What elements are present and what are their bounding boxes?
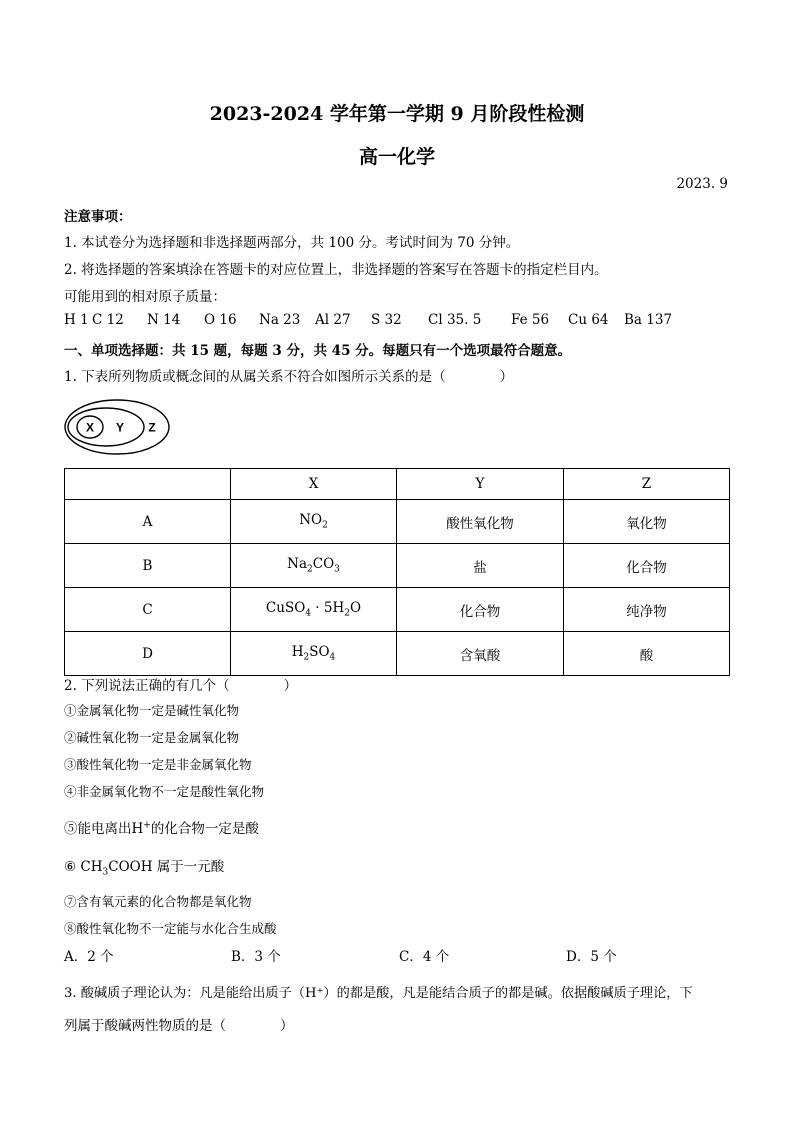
q2-statement-3: ③酸性氧化物一定是非金属氧化物 xyxy=(64,757,252,772)
atomic-mass-ba: Ba 137 xyxy=(624,312,673,328)
q3-stem-line-1: 3. 酸碱质子理论认为：凡是能给出质子（H⁺）的都是酸，凡是能结合质子的都是碱。依据酸碱质子理论，下 xyxy=(64,986,693,1001)
formula-cell: $H_2SO_4$ xyxy=(231,632,397,676)
q2-statement-4: ④非金属氧化物不一定是酸性氧化物 xyxy=(64,784,265,799)
z-cell: 纯净物 xyxy=(564,588,730,632)
atomic-mass-heading: 可能用到的相对原子质量： xyxy=(64,289,226,305)
atomic-mass-list xyxy=(64,312,744,330)
header-cell-y: Y xyxy=(397,469,564,500)
q2-statement-2: ②碱性氧化物一定是金属氧化物 xyxy=(64,730,240,745)
y-cell: 化合物 xyxy=(397,588,564,632)
note-1: 1. 本试卷分为选择题和非选择题两部分，共 100 分。考试时间为 70 分钟。 xyxy=(64,235,520,251)
table-row xyxy=(65,500,730,544)
venn-diagram xyxy=(60,396,174,458)
option-cell: C xyxy=(65,588,231,632)
header-cell-z: Z xyxy=(564,469,730,500)
venn-label-y: Y xyxy=(115,420,125,435)
z-cell: 酸 xyxy=(564,632,730,676)
q2-stem: 2. 下列说法正确的有几个（ ） xyxy=(64,678,298,694)
formula-cell: $NO_2$ xyxy=(231,500,397,544)
atomic-mass-cu: Cu 64 xyxy=(568,312,609,328)
section-heading: 一、单项选择题：共 15 题，每题 3 分，共 45 分。每题只有一个选项最符合题意。 xyxy=(64,343,572,359)
option-cell: A xyxy=(65,500,231,544)
q2-statement-8: ⑧酸性氧化物不一定能与水化合生成酸 xyxy=(64,921,277,936)
q2-statement-5: ⑤能电离出H+的化合物一定是酸 xyxy=(64,820,259,837)
y-cell: 酸性氧化物 xyxy=(397,500,564,544)
z-cell: 氧化物 xyxy=(564,500,730,544)
exam-title: 2023-2024 学年第一学期 9 月阶段性检测 xyxy=(209,103,585,125)
atomic-mass-al: Al 27 xyxy=(315,312,351,328)
atomic-mass-h: H 1 xyxy=(64,312,89,328)
atomic-mass-cl: Cl 35. 5 xyxy=(428,312,482,328)
table-row xyxy=(65,544,730,588)
table-header-row xyxy=(65,469,730,500)
notes-heading: 注意事项： xyxy=(64,209,132,225)
formula-cell: CuSO$_4$ · $5H_2O$ xyxy=(231,588,397,632)
ellipse-y xyxy=(68,408,144,446)
formula-cell: $Na_2CO_3$ xyxy=(231,544,397,588)
atomic-mass-fe: Fe 56 xyxy=(511,312,550,328)
q1-stem: 1. 下表所列物质或概念间的从属关系不符合如图所示关系的是（ ） xyxy=(64,369,514,385)
q3-stem-line-2: 列属于酸碱两性物质的是（ ） xyxy=(64,1018,294,1034)
q2-statement-1: ①金属氧化物一定是碱性氧化物 xyxy=(64,703,240,718)
q2-statement-6: ⑥ $CH_3COOH$ 属于一元酸 xyxy=(64,859,225,878)
option-cell: D xyxy=(65,632,231,676)
q2-statement-7: ⑦含有氧元素的化合物都是氧化物 xyxy=(64,894,252,909)
y-cell: 盐 xyxy=(397,544,564,588)
q1-table xyxy=(64,468,730,676)
atomic-mass-na: Na 23 xyxy=(259,312,301,328)
option-cell: B xyxy=(65,544,231,588)
exam-subtitle: 高一化学 xyxy=(358,146,435,168)
table-row xyxy=(65,632,730,676)
header-cell-empty xyxy=(65,469,231,500)
atomic-mass-o: O 16 xyxy=(204,312,237,328)
q2-option-c[interactable]: C．4 个 xyxy=(399,949,450,965)
table-row xyxy=(65,588,730,632)
atomic-mass-c: C 12 xyxy=(92,312,124,328)
note-2: 2. 将选择题的答案填涂在答题卡的对应位置上，非选择题的答案写在答题卡的指定栏目内。 xyxy=(64,262,608,278)
venn-label-z: Z xyxy=(148,420,156,435)
venn-label-x: X xyxy=(85,420,95,435)
q2-option-d[interactable]: D．5 个 xyxy=(566,949,617,965)
atomic-mass-s: S 32 xyxy=(371,312,402,328)
header-cell-x: X xyxy=(231,469,397,500)
q2-options xyxy=(64,945,744,963)
atomic-mass-n: N 14 xyxy=(147,312,181,328)
z-cell: 化合物 xyxy=(564,544,730,588)
q2-option-a[interactable]: A．2 个 xyxy=(64,949,114,965)
q2-option-b[interactable]: B．3 个 xyxy=(231,949,281,965)
exam-date: 2023. 9 xyxy=(676,176,728,192)
y-cell: 含氧酸 xyxy=(397,632,564,676)
